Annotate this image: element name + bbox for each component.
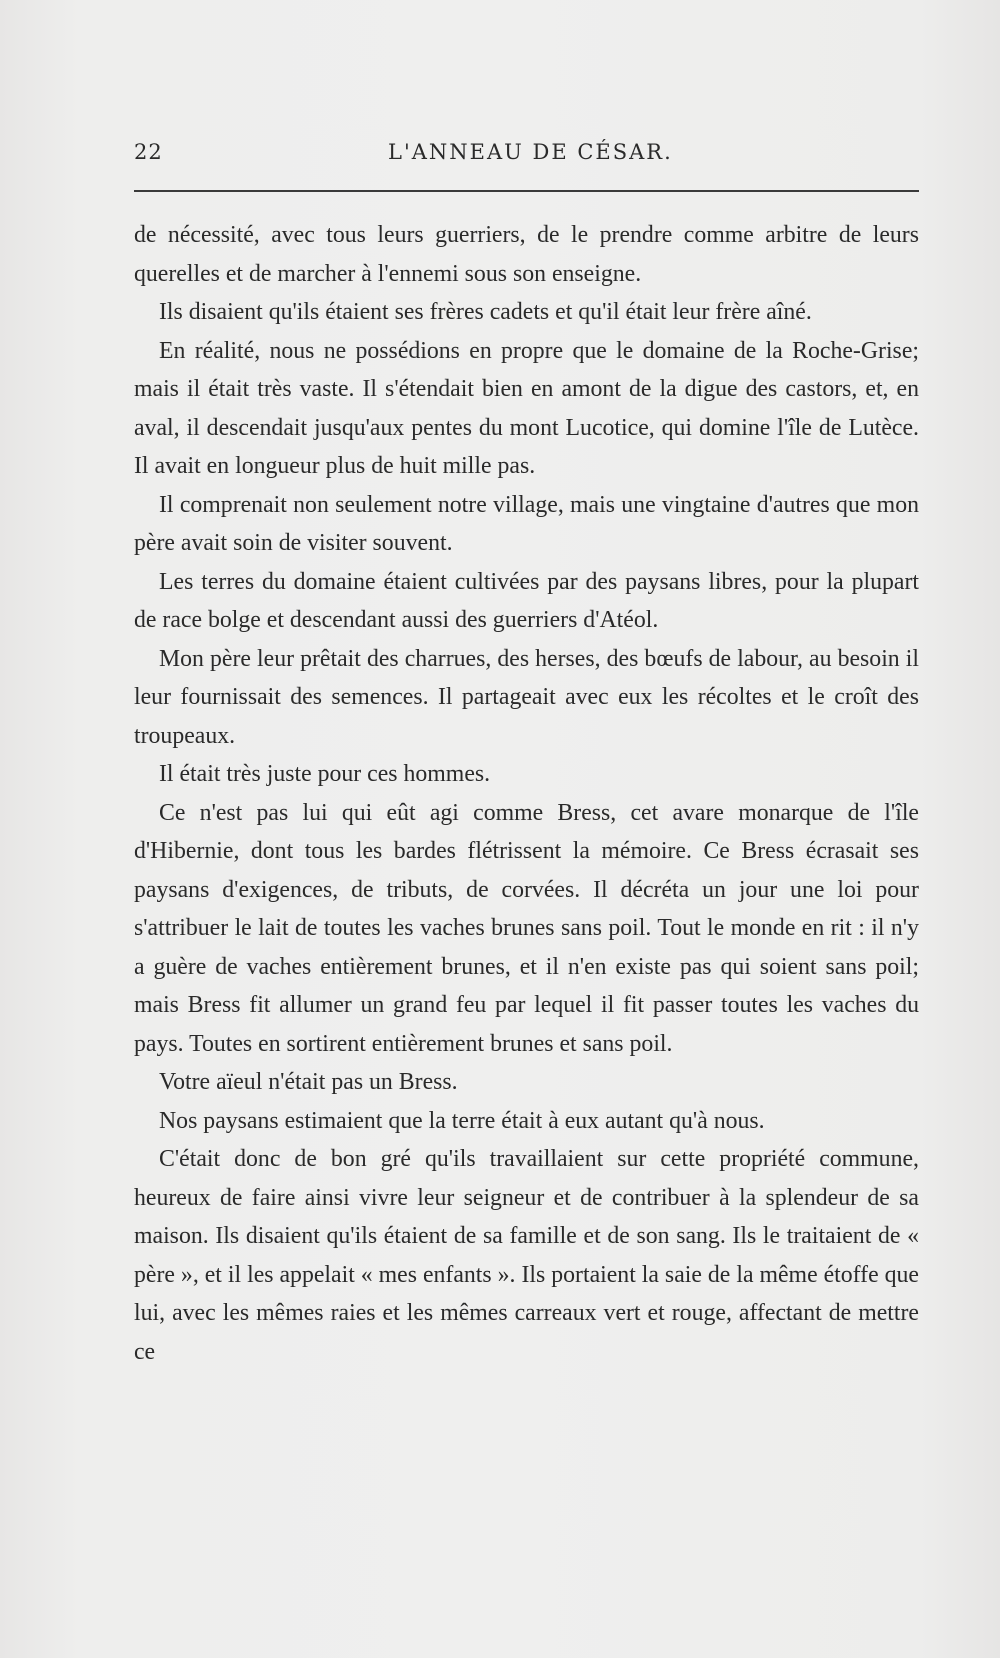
page-header: [134, 140, 919, 174]
body-text: [134, 216, 919, 1371]
paragraph: Ce n'est pas lui qui eût agi comme Bress, cet avare monarque de l'île d'Hibernie, dont tous les bardes flétrissent la mémoire. Ce Bress écrasait ses paysans d'exigences, de tributs, de corvées. Il décréta un jour une loi pour s'attribuer le lait de toutes les vaches brunes sans poil. Tout le monde en rit : il n'y a guère de vaches entièrement brunes, et il n'en existe pas qui soient sans poil; mais Bress fit allumer un grand feu par lequel il fit passer toutes les vaches du pays. Toutes en sortirent entièrement brunes et sans poil.: [134, 799, 919, 1057]
page-number: 22: [134, 140, 163, 164]
running-title: L'ANNEAU DE CÉSAR.: [388, 140, 673, 164]
paragraph: C'était donc de bon gré qu'ils travaillaient sur cette propriété commune, heureux de faire ainsi vivre leur seigneur et de contribuer à la splendeur de sa maison. Ils disaient qu'ils étaient de sa famille et de son sang. Ils le traitaient de « père », et il les appelait « mes enfants ». Ils portaient la saie de la même étoffe que lui, avec les mêmes raies et les mêmes carreaux vert et rouge, affectant de mettre ce: [134, 1146, 919, 1365]
paragraph: Il était très juste pour ces hommes.: [159, 761, 491, 787]
paragraph: de nécessité, avec tous leurs guerriers, de le prendre comme arbitre de leurs querelles et de marcher à l'ennemi sous son enseigne.: [134, 222, 919, 287]
paragraph: En réalité, nous ne possédions en propre que le domaine de la Roche-Grise; mais il était très vaste. Il s'étendait bien en amont de la digue des castors, et, en aval, il descendait jusqu'aux pentes du mont Lucotice, qui domine l'île de Lutèce. Il avait en longueur plus de huit mille pas.: [134, 337, 919, 479]
paragraph: Mon père leur prêtait des charrues, des herses, des bœufs de labour, au besoin il leur fournissait des semences. Il partageait avec eux les récoltes et le croît des troupeaux.: [134, 645, 919, 749]
paragraph: Nos paysans estimaient que la terre était à eux autant qu'à nous.: [159, 1107, 765, 1134]
paragraph: Votre aïeul n'était pas un Bress.: [159, 1069, 458, 1095]
paragraph: Les terres du domaine étaient cultivées par des paysans libres, pour la plupart de race bolge et descendant aussi des guerriers d'Atéol.: [134, 568, 919, 633]
header-rule: [134, 190, 919, 192]
paragraph: Il comprenait non seulement notre village, mais une vingtaine d'autres que mon père avait soin de visiter souvent.: [134, 491, 919, 556]
paragraph: Ils disaient qu'ils étaient ses frères cadets et qu'il était leur frère aîné.: [159, 299, 812, 325]
